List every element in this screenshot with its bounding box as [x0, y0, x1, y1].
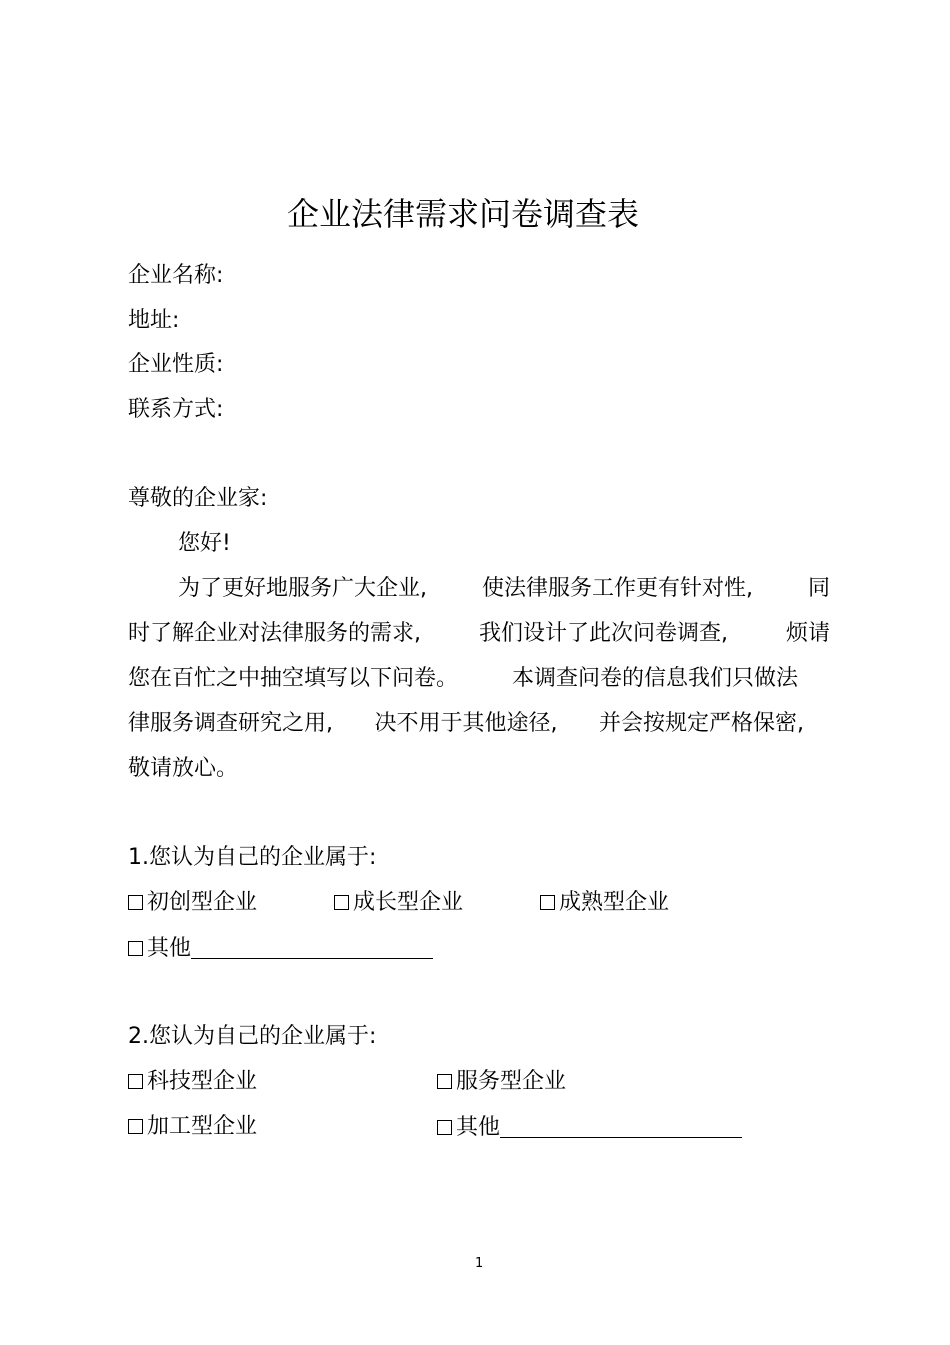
- q1-option-growth[interactable]: [334, 892, 463, 914]
- intro-segment: 律服务调查研究之用,: [128, 711, 333, 736]
- checkbox-icon[interactable]: [128, 941, 143, 956]
- intro-line-4: [128, 713, 804, 735]
- q2-option-processing[interactable]: [128, 1116, 257, 1138]
- intro-line-5: 敬请放心。: [128, 756, 239, 781]
- field-company-nature: 企业性质:: [128, 352, 224, 377]
- checkbox-icon[interactable]: [540, 895, 555, 910]
- salutation: 尊敬的企业家:: [128, 486, 268, 511]
- intro-line-2: [128, 623, 830, 645]
- page-number: 1: [475, 1256, 484, 1271]
- intro-segment: 我们设计了此次问卷调查,: [478, 621, 728, 646]
- option-label: 加工型企业: [147, 1114, 258, 1139]
- fill-in-blank[interactable]: [191, 937, 433, 959]
- option-label: 科技型企业: [147, 1069, 258, 1094]
- intro-line-1: [178, 578, 830, 600]
- field-company-name: 企业名称:: [128, 263, 224, 288]
- intro-segment: 决不用于其他途径,: [374, 711, 558, 736]
- intro-line-3: [128, 668, 798, 690]
- q1-option-other[interactable]: [128, 937, 433, 960]
- checkbox-icon[interactable]: [128, 1074, 143, 1089]
- fill-in-blank[interactable]: [500, 1116, 742, 1138]
- q1-option-startup[interactable]: [128, 892, 257, 914]
- checkbox-icon[interactable]: [437, 1120, 452, 1135]
- intro-segment: 烦请: [785, 621, 830, 646]
- option-label: 服务型企业: [456, 1069, 567, 1094]
- option-label: 成长型企业: [353, 890, 464, 915]
- q2-option-tech[interactable]: [128, 1071, 257, 1093]
- intro-segment: 使法律服务工作更有针对性,: [481, 576, 753, 601]
- q2-option-other[interactable]: [437, 1116, 742, 1139]
- intro-segment: 时了解企业对法律服务的需求,: [128, 621, 421, 646]
- q1-option-mature[interactable]: [540, 892, 669, 914]
- intro-segment: 并会按规定严格保密,: [599, 711, 804, 736]
- option-label: 其他: [456, 1115, 501, 1140]
- intro-segment: 同: [807, 576, 830, 601]
- intro-segment: 为了更好地服务广大企业,: [178, 576, 427, 601]
- checkbox-icon[interactable]: [334, 895, 349, 910]
- q2-option-service[interactable]: [437, 1071, 566, 1093]
- hello-line: 您好!: [178, 531, 231, 556]
- question-1: 1.您认为自己的企业属于:: [128, 845, 377, 870]
- field-contact: 联系方式:: [128, 397, 224, 422]
- field-address: 地址:: [128, 308, 180, 333]
- checkbox-icon[interactable]: [128, 895, 143, 910]
- option-label: 成熟型企业: [559, 890, 670, 915]
- checkbox-icon[interactable]: [128, 1119, 143, 1134]
- intro-segment: 您在百忙之中抽空填写以下问卷。: [128, 666, 459, 691]
- intro-segment: 本调查问卷的信息我们只做法: [511, 666, 798, 691]
- option-label: 初创型企业: [147, 890, 258, 915]
- checkbox-icon[interactable]: [437, 1074, 452, 1089]
- option-label: 其他: [147, 936, 192, 961]
- question-2: 2.您认为自己的企业属于:: [128, 1024, 377, 1049]
- document-title: 企业法律需求问卷调查表: [287, 195, 640, 233]
